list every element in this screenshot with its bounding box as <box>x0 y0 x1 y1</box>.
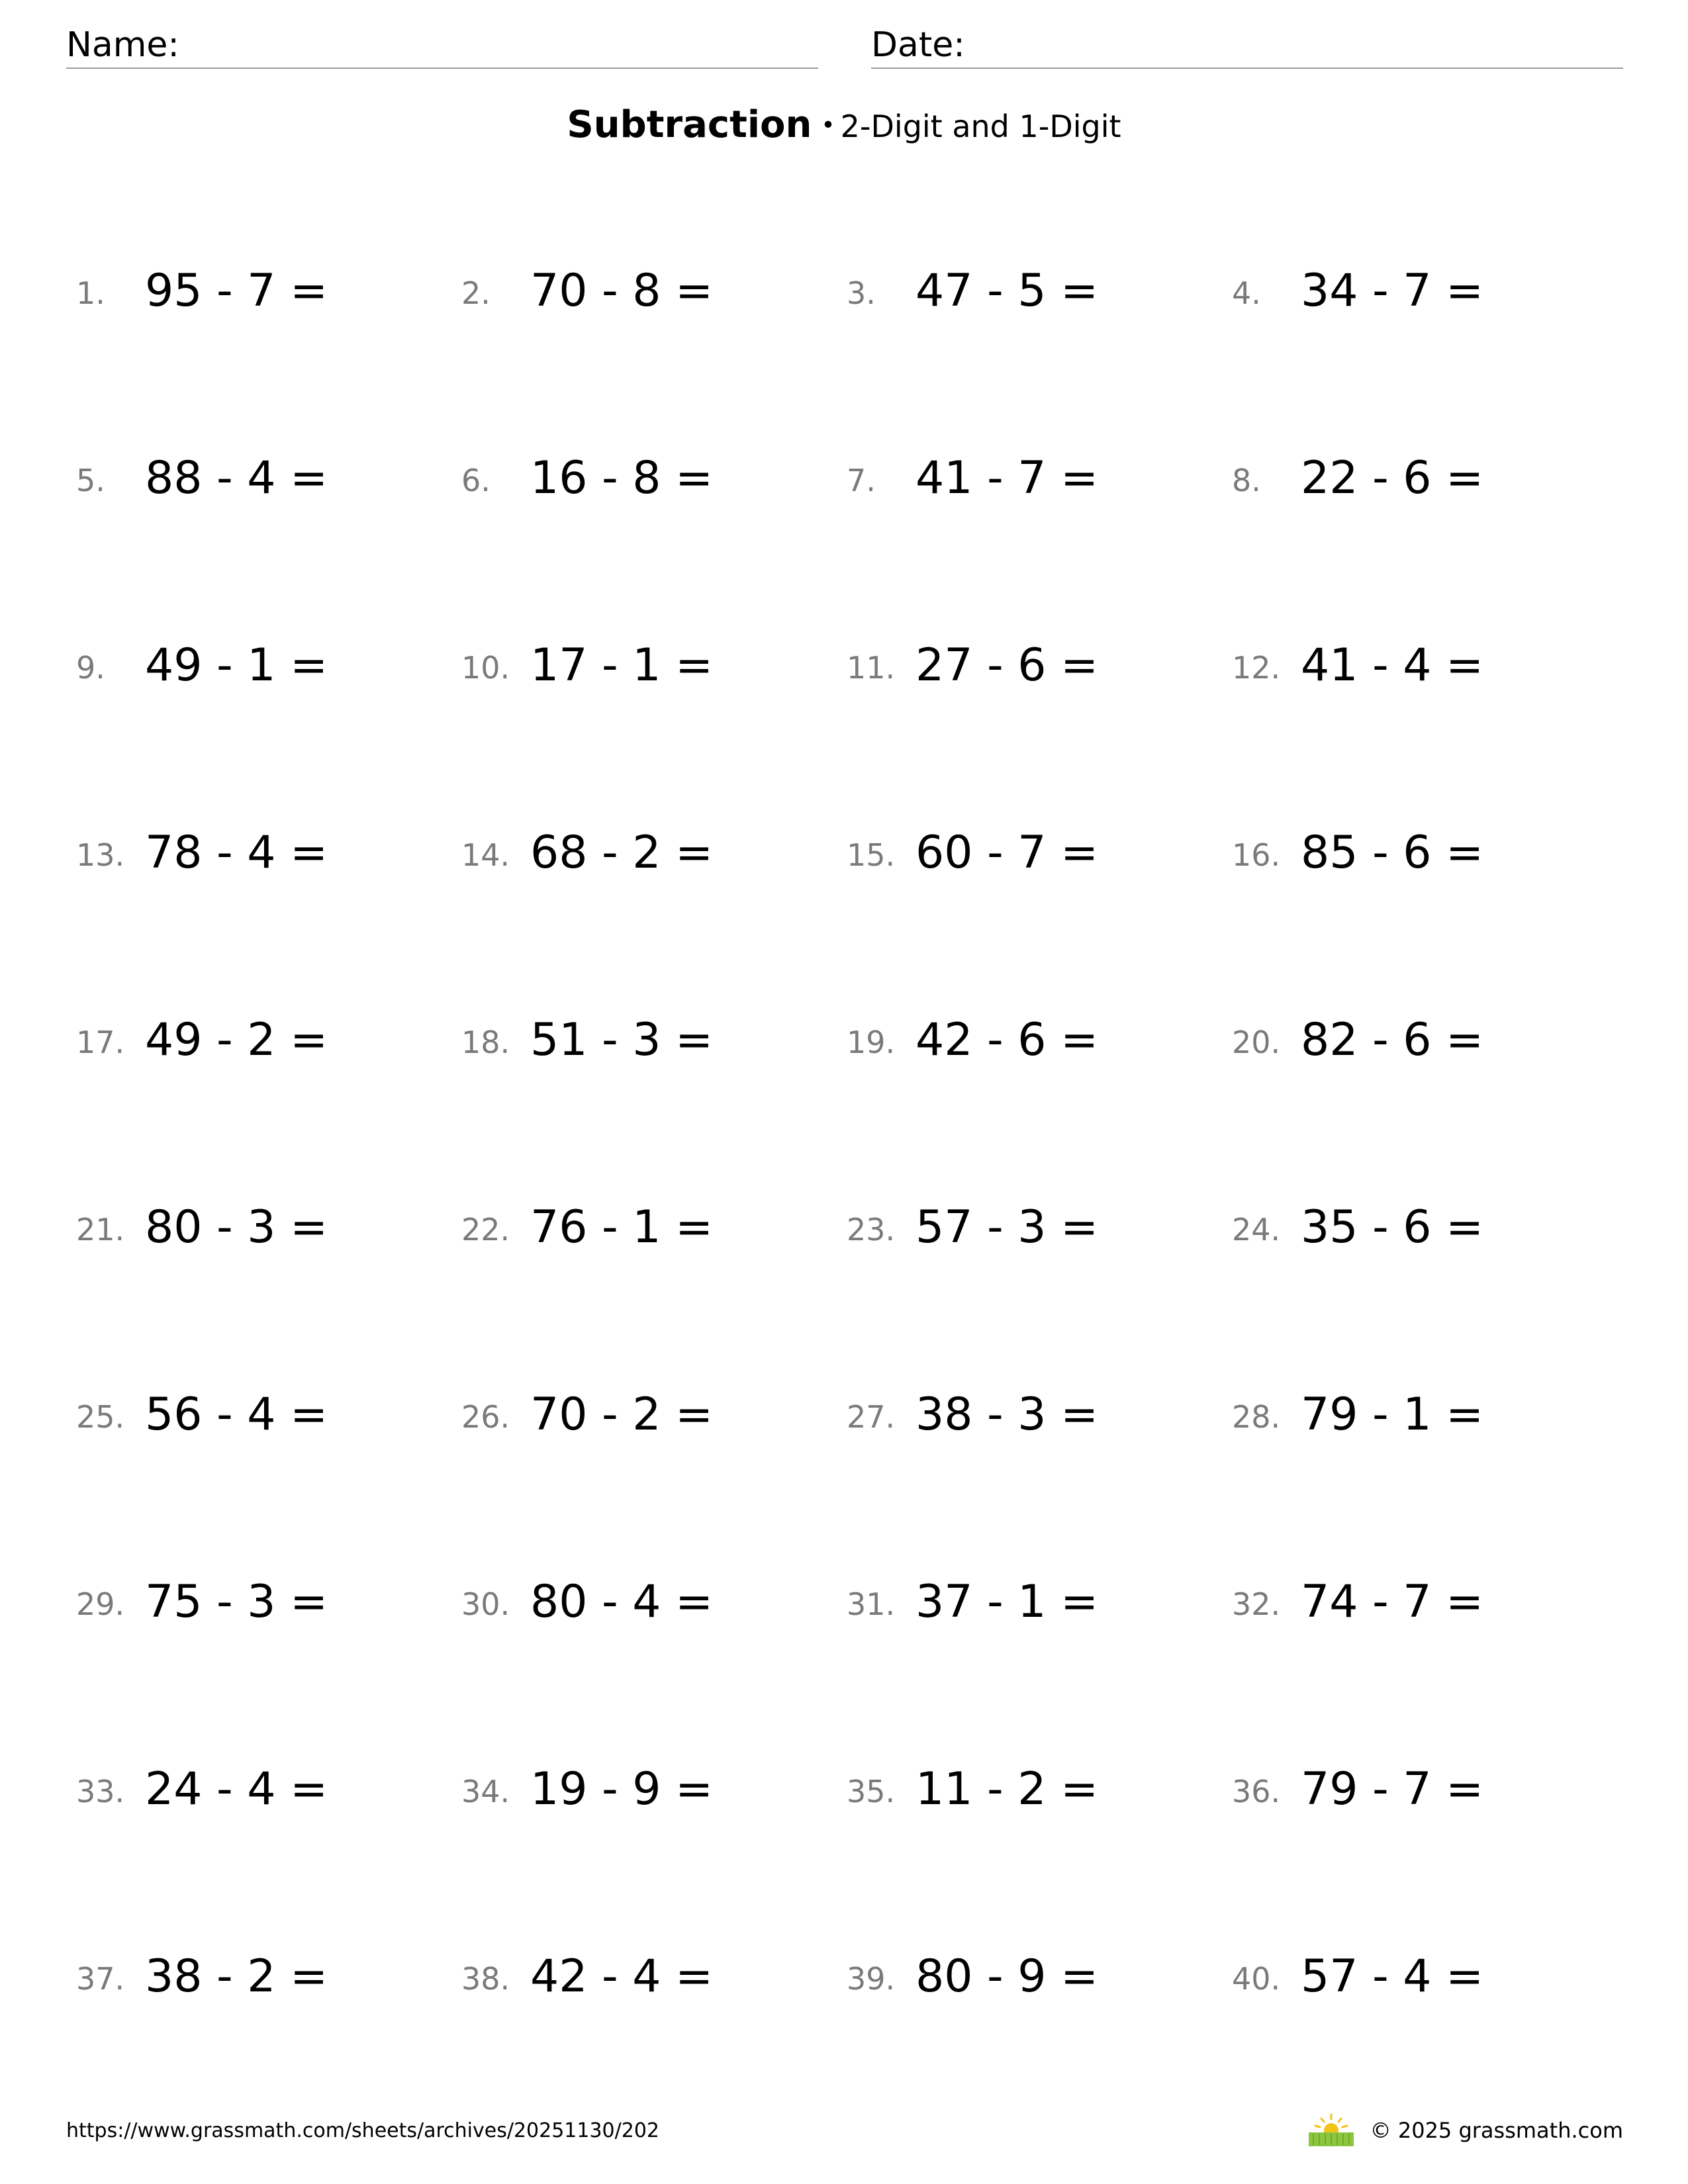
problem-expression: 75 - 3 = <box>145 1576 328 1628</box>
problem-expression: 80 - 9 = <box>915 1950 1099 2003</box>
problem-expression: 49 - 1 = <box>145 639 328 692</box>
problem-number: 15. <box>847 837 896 873</box>
footer-copyright: © 2025 grassmath.com <box>1370 2118 1623 2143</box>
problem-expression: 80 - 4 = <box>530 1576 714 1628</box>
problem-item <box>1232 1385 1589 1445</box>
problem-expression: 70 - 2 = <box>530 1388 714 1441</box>
problem-expression: 60 - 7 = <box>915 827 1099 879</box>
problem-item <box>76 1385 434 1445</box>
problem-item <box>461 1760 819 1819</box>
problem-number: 7. <box>847 463 876 498</box>
problem-expression: 57 - 3 = <box>915 1201 1099 1253</box>
problem-expression: 35 - 6 = <box>1301 1201 1484 1253</box>
problem-expression: 88 - 4 = <box>145 452 328 504</box>
problem-number: 35. <box>847 1774 896 1809</box>
problem-number: 22. <box>461 1212 510 1248</box>
problem-item <box>1232 1572 1589 1632</box>
problem-item <box>461 261 819 321</box>
problem-item <box>1232 823 1589 883</box>
problem-number: 24. <box>1232 1212 1281 1248</box>
problem-number: 11. <box>847 650 896 686</box>
problem-number: 8. <box>1232 463 1261 498</box>
problem-item <box>1232 1011 1589 1070</box>
problem-item <box>1232 1760 1589 1819</box>
problem-expression: 49 - 2 = <box>145 1014 328 1066</box>
problem-item <box>847 636 1204 696</box>
problem-expression: 11 - 2 = <box>915 1763 1099 1815</box>
problem-expression: 42 - 6 = <box>915 1014 1099 1066</box>
problem-number: 12. <box>1232 650 1281 686</box>
problem-item <box>76 636 434 696</box>
problem-item <box>461 449 819 508</box>
problem-expression: 57 - 4 = <box>1301 1950 1484 2003</box>
problem-item <box>847 1198 1204 1257</box>
problem-item <box>461 1947 819 2007</box>
problem-number: 23. <box>847 1212 896 1248</box>
problem-number: 33. <box>76 1774 125 1809</box>
problem-number: 9. <box>76 650 105 686</box>
footer-brand <box>1307 2113 1623 2148</box>
problem-expression: 76 - 1 = <box>530 1201 714 1253</box>
problem-item <box>461 823 819 883</box>
problem-expression: 22 - 6 = <box>1301 452 1484 504</box>
problem-expression: 79 - 1 = <box>1301 1388 1484 1441</box>
problem-number: 20. <box>1232 1024 1281 1060</box>
problem-expression: 95 - 7 = <box>145 265 328 317</box>
problem-item <box>847 1011 1204 1070</box>
problem-number: 4. <box>1232 275 1261 311</box>
problem-expression: 41 - 7 = <box>915 452 1099 504</box>
problem-item <box>461 1011 819 1070</box>
problem-number: 2. <box>461 275 491 311</box>
problem-item <box>76 449 434 508</box>
problem-expression: 38 - 3 = <box>915 1388 1099 1441</box>
problem-item <box>76 1760 434 1819</box>
problem-expression: 17 - 1 = <box>530 639 714 692</box>
problem-number: 38. <box>461 1961 510 1997</box>
problem-item <box>847 823 1204 883</box>
problem-number: 5. <box>76 463 105 498</box>
problem-item <box>76 1011 434 1070</box>
problem-item <box>847 261 1204 321</box>
problem-expression: 68 - 2 = <box>530 827 714 879</box>
problem-item <box>847 1760 1204 1819</box>
problem-expression: 80 - 3 = <box>145 1201 328 1253</box>
title-separator: • <box>821 112 835 139</box>
problem-expression: 74 - 7 = <box>1301 1576 1484 1628</box>
title-subtitle: 2-Digit and 1-Digit <box>840 109 1121 144</box>
problem-expression: 56 - 4 = <box>145 1388 328 1441</box>
problem-number: 27. <box>847 1399 896 1435</box>
problem-number: 32. <box>1232 1586 1281 1622</box>
problem-number: 3. <box>847 275 876 311</box>
problem-number: 28. <box>1232 1399 1281 1435</box>
problem-expression: 27 - 6 = <box>915 639 1099 692</box>
problem-number: 37. <box>76 1961 125 1997</box>
problem-item <box>76 823 434 883</box>
problem-item <box>847 1572 1204 1632</box>
sun-over-grass-icon <box>1307 2113 1356 2148</box>
problem-expression: 78 - 4 = <box>145 827 328 879</box>
problem-number: 18. <box>461 1024 510 1060</box>
problem-item <box>76 1947 434 2007</box>
problem-item <box>847 449 1204 508</box>
problem-item <box>1232 1198 1589 1257</box>
problem-item <box>461 1385 819 1445</box>
problem-expression: 34 - 7 = <box>1301 265 1484 317</box>
problem-number: 6. <box>461 463 491 498</box>
problem-item <box>76 1572 434 1632</box>
problem-item <box>1232 636 1589 696</box>
problem-number: 29. <box>76 1586 125 1622</box>
date-label: Date: <box>871 25 965 65</box>
problem-expression: 38 - 2 = <box>145 1950 328 2003</box>
problem-expression: 37 - 1 = <box>915 1576 1099 1628</box>
problem-item <box>1232 261 1589 321</box>
footer-url: https://www.grassmath.com/sheets/archives/20251130/202 <box>66 2119 660 2142</box>
problem-number: 25. <box>76 1399 125 1435</box>
problem-expression: 24 - 4 = <box>145 1763 328 1815</box>
problem-item <box>76 1198 434 1257</box>
problem-expression: 85 - 6 = <box>1301 827 1484 879</box>
problem-item <box>1232 1947 1589 2007</box>
problem-item <box>461 1572 819 1632</box>
problem-item <box>76 261 434 321</box>
problem-number: 36. <box>1232 1774 1281 1809</box>
problem-number: 17. <box>76 1024 125 1060</box>
problem-number: 34. <box>461 1774 510 1809</box>
problem-expression: 42 - 4 = <box>530 1950 714 2003</box>
problem-number: 16. <box>1232 837 1281 873</box>
problem-number: 31. <box>847 1586 896 1622</box>
problem-expression: 47 - 5 = <box>915 265 1099 317</box>
problem-number: 26. <box>461 1399 510 1435</box>
problem-expression: 70 - 8 = <box>530 265 714 317</box>
problem-number: 39. <box>847 1961 896 1997</box>
problem-expression: 19 - 9 = <box>530 1763 714 1815</box>
problem-expression: 41 - 4 = <box>1301 639 1484 692</box>
problem-number: 14. <box>461 837 510 873</box>
name-label: Name: <box>66 25 179 65</box>
problem-item <box>1232 449 1589 508</box>
problem-item <box>461 1198 819 1257</box>
problem-item <box>847 1947 1204 2007</box>
title-main: Subtraction <box>567 103 812 146</box>
problem-expression: 79 - 7 = <box>1301 1763 1484 1815</box>
problem-number: 10. <box>461 650 510 686</box>
problem-expression: 16 - 8 = <box>530 452 714 504</box>
problem-expression: 51 - 3 = <box>530 1014 714 1066</box>
problem-item <box>847 1385 1204 1445</box>
problem-number: 19. <box>847 1024 896 1060</box>
problem-number: 1. <box>76 275 105 311</box>
problem-item <box>461 636 819 696</box>
problem-number: 30. <box>461 1586 510 1622</box>
problem-number: 40. <box>1232 1961 1281 1997</box>
problem-expression: 82 - 6 = <box>1301 1014 1484 1066</box>
problem-number: 13. <box>76 837 125 873</box>
problem-number: 21. <box>76 1212 125 1248</box>
